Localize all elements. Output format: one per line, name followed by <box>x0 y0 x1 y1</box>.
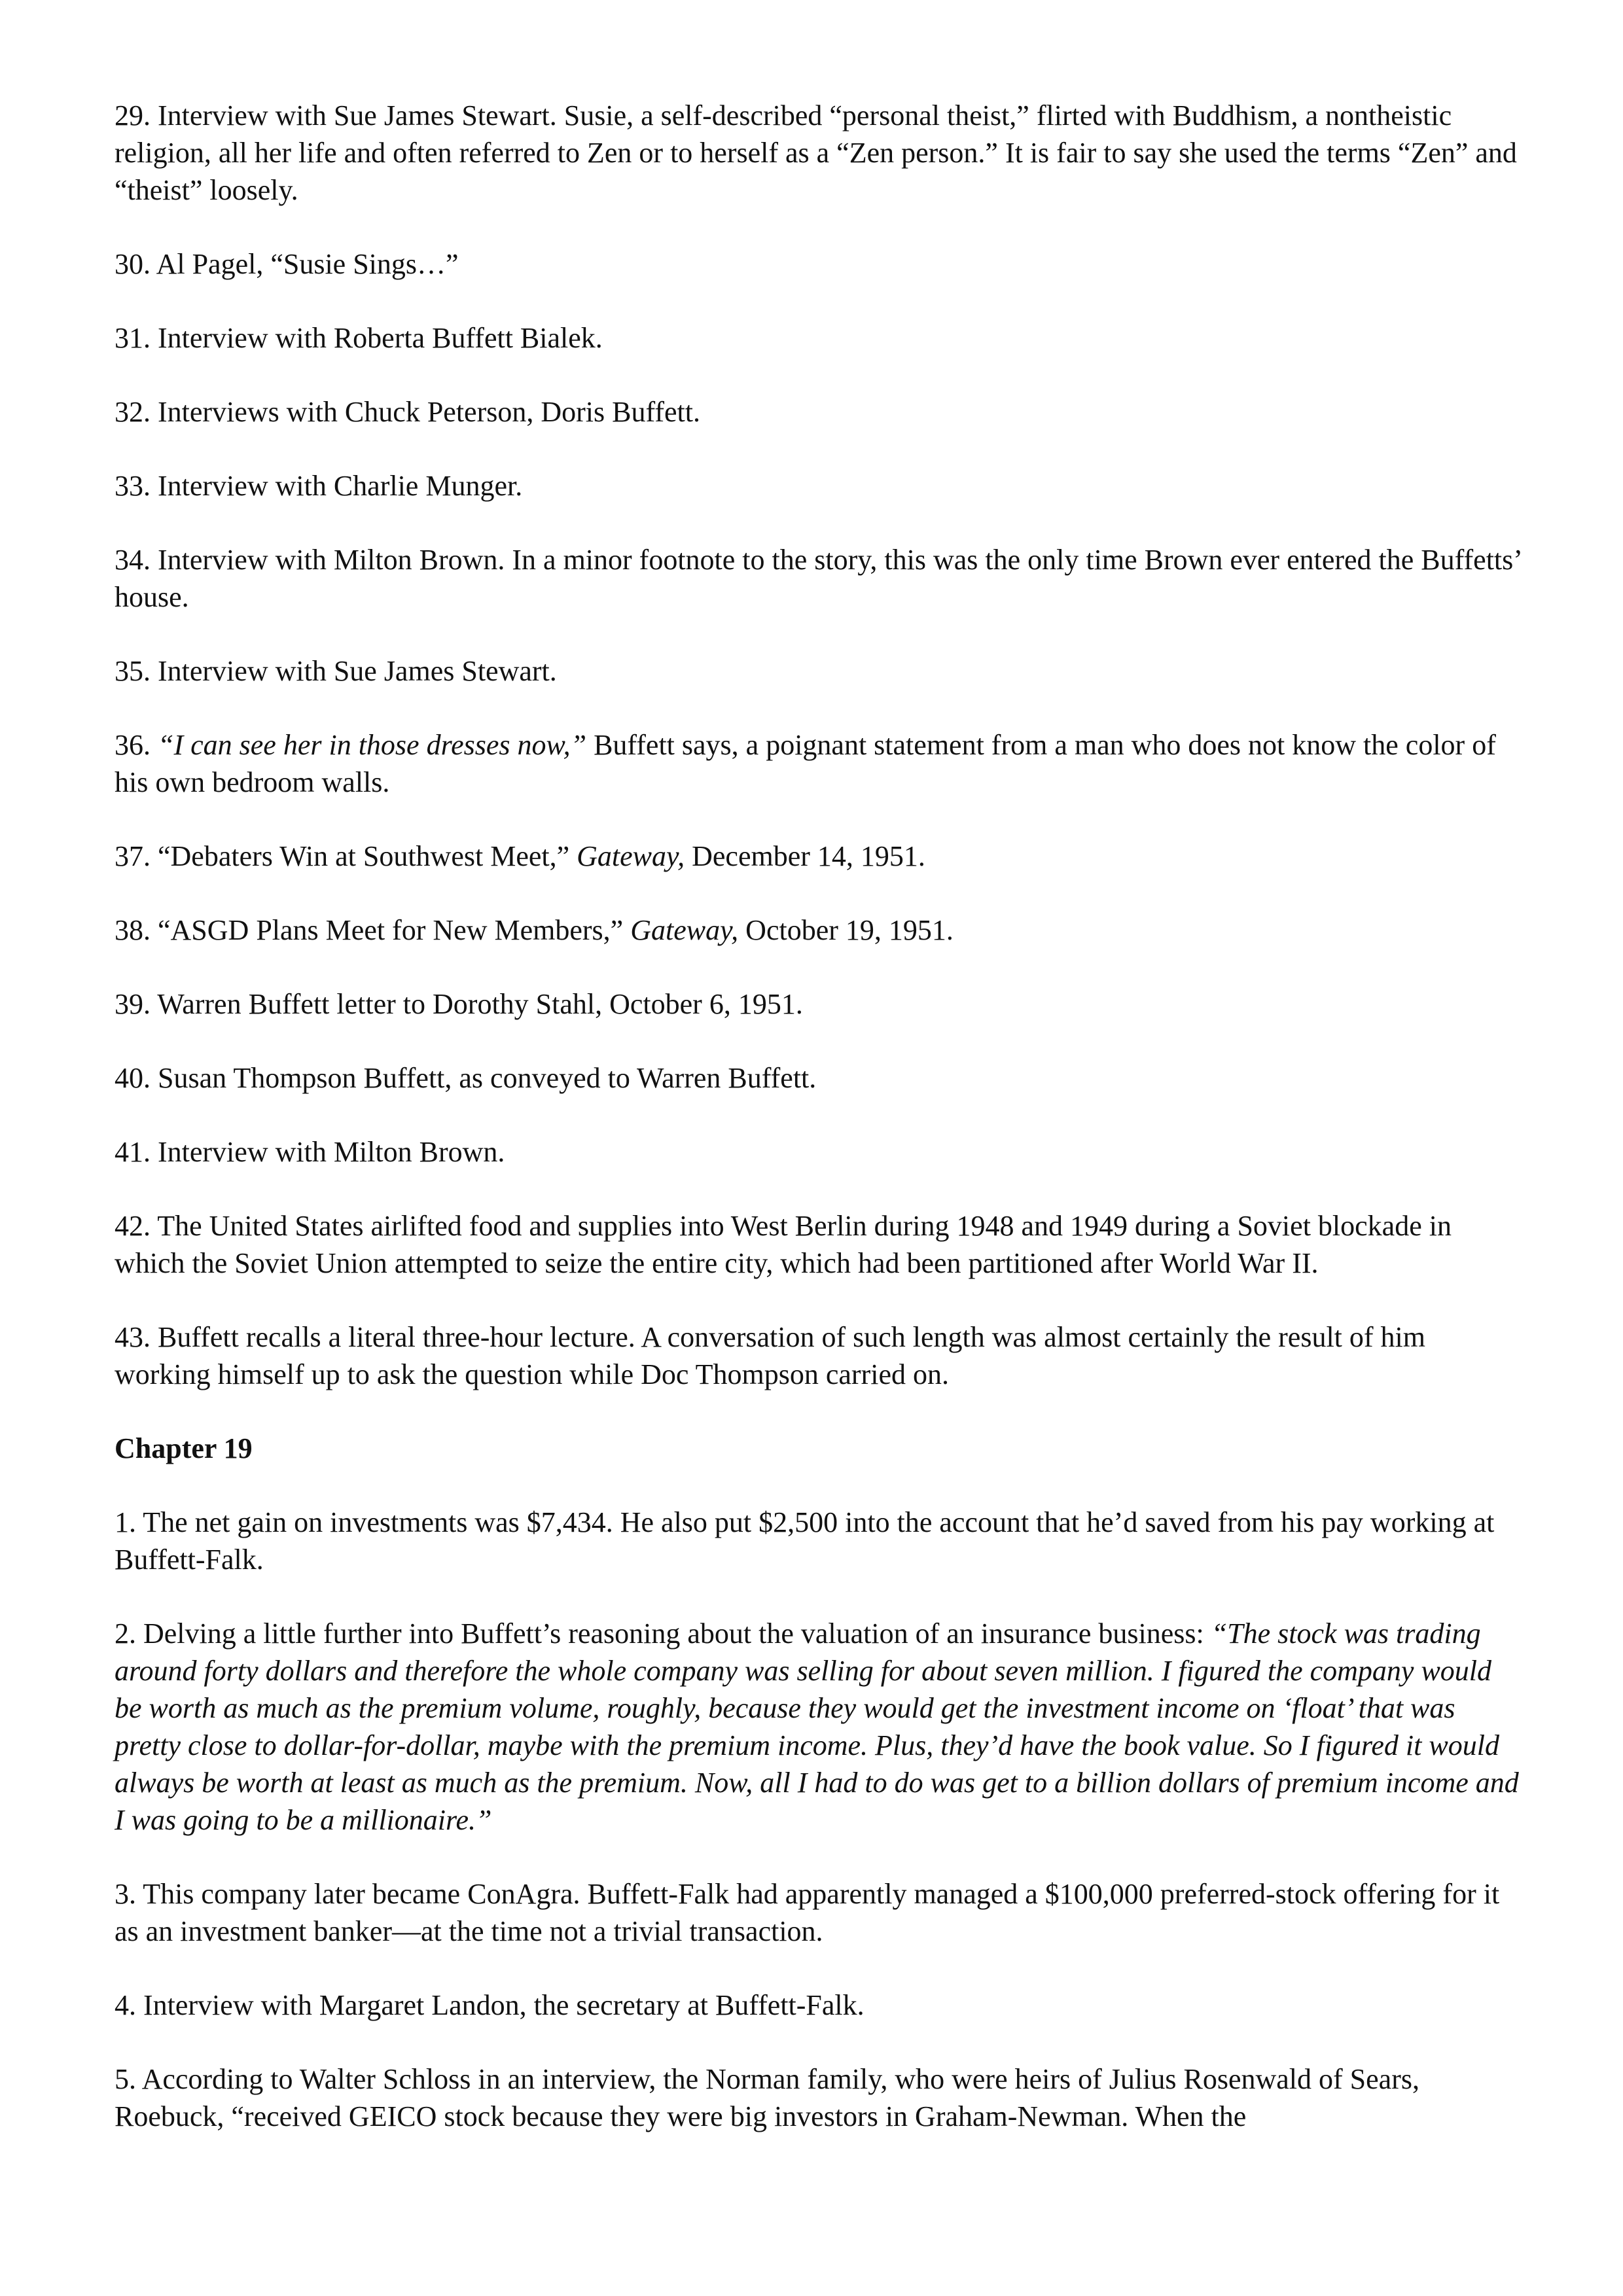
chapter-19-note-2-quote: “The stock was trading around forty dollars and therefore the whole company was selling for about seven million. I figured the company would be worth as much as the premium volume, roughly, because they would get the investment income on ‘float’ that was pretty close to dollar-for-dollar, maybe with the premium income. Plus, they’d have the book value. So I figured it would always be worth at least as much as the premium. Now, all I had to do was get to a billion dollars of premium income and I was going to be a millionaire.” <box>115 1617 1519 1836</box>
note-33: 33. Interview with Charlie Munger. <box>115 470 523 502</box>
note-38-title: 38. “ASGD Plans Meet for New Members,” <box>115 914 631 946</box>
note-39: 39. Warren Buffett letter to Dorothy Stahl, October 6, 1951. <box>115 988 803 1020</box>
chapter-19-note-3: 3. This company later became ConAgra. Buffett-Falk had apparently managed a $100,000 preferred-stock offering for it as an investment banker—at the time not a trivial transaction. <box>115 1878 1500 1947</box>
chapter-19-note-2 <box>115 1615 1522 1839</box>
note-37-title: 37. “Debaters Win at Southwest Meet,” <box>115 840 577 872</box>
note-38-publication: Gateway, <box>630 914 739 946</box>
note-29: 29. Interview with Sue James Stewart. Susie, a self-described “personal theist,” flirted with Buddhism, a nontheistic religion, all her life and often referred to Zen or to herself as a “Zen person.” It is fair to say she used the terms “Zen” and “theist” loosely. <box>115 99 1517 206</box>
note-36-quote: “I can see her in those dresses now,” <box>158 729 587 761</box>
note-36 <box>115 726 1522 801</box>
note-36-text: Buffett says, a poignant statement from a man who does not know the color of his own bedroom walls. <box>115 729 1496 798</box>
note-38-date: October 19, 1951. <box>738 914 954 946</box>
chapter-19-note-4: 4. Interview with Margaret Landon, the secretary at Buffett-Falk. <box>115 1989 865 2021</box>
note-41: 41. Interview with Milton Brown. <box>115 1136 505 1168</box>
note-40: 40. Susan Thompson Buffett, as conveyed to Warren Buffett. <box>115 1062 817 1094</box>
note-37 <box>115 838 1522 875</box>
notes-page <box>115 97 1522 2172</box>
note-30: 30. Al Pagel, “Susie Sings…” <box>115 248 459 280</box>
note-42: 42. The United States airlifted food and supplies into West Berlin during 1948 and 1949 during a Soviet blockade in which the Soviet Union attempted to seize the entire city, which had been partitioned after World War II. <box>115 1210 1452 1279</box>
chapter-19-note-2-intro: 2. Delving a little further into Buffett’s reasoning about the valuation of an insurance business: <box>115 1617 1211 1650</box>
note-31: 31. Interview with Roberta Buffett Bialek. <box>115 322 603 354</box>
chapter-heading: Chapter 19 <box>115 1432 253 1464</box>
chapter-19-note-5: 5. According to Walter Schloss in an interview, the Norman family, who were heirs of Julius Rosenwald of Sears, Roebuck, “received GEICO stock because they were big investors in Graham-Newman. When the <box>115 2063 1419 2132</box>
note-43: 43. Buffett recalls a literal three-hour lecture. A conversation of such length was almost certainly the result of him working himself up to ask the question while Doc Thompson carried on. <box>115 1321 1426 1390</box>
note-38 <box>115 911 1522 949</box>
note-34: 34. Interview with Milton Brown. In a minor footnote to the story, this was the only time Brown ever entered the Buffetts’ house. <box>115 544 1521 613</box>
chapter-19-note-1: 1. The net gain on investments was $7,434. He also put $2,500 into the account that he’d saved from his pay working at Buffett-Falk. <box>115 1506 1495 1576</box>
note-35: 35. Interview with Sue James Stewart. <box>115 655 557 687</box>
note-36-number: 36. <box>115 729 158 761</box>
note-37-publication: Gateway, <box>577 840 685 872</box>
note-32: 32. Interviews with Chuck Peterson, Doris Buffett. <box>115 396 700 428</box>
note-37-date: December 14, 1951. <box>685 840 925 872</box>
